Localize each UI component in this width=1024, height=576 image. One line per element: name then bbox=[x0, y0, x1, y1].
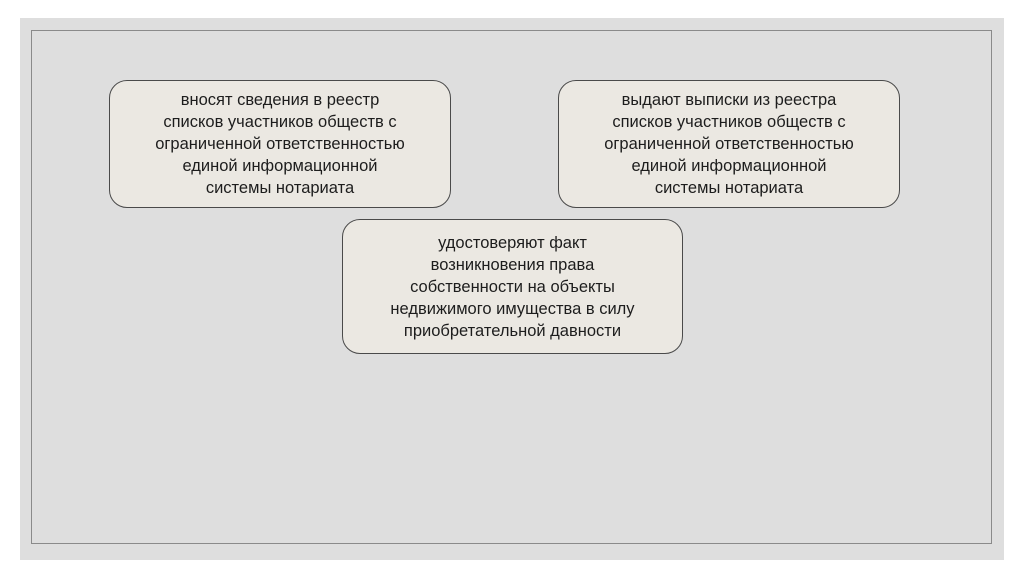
box-line: вносят сведения в реестр bbox=[180, 91, 380, 109]
box-line: недвижимого имущества в силу bbox=[390, 299, 635, 318]
box-text bbox=[390, 232, 634, 342]
box-line: приобретательной давности bbox=[403, 321, 622, 340]
box-line: единой информационной bbox=[631, 157, 827, 175]
box-text bbox=[604, 89, 854, 199]
box-line: ограниченной ответственностью bbox=[604, 135, 854, 153]
box-line: списков участников обществ с bbox=[163, 113, 397, 131]
box-line: ограниченной ответственностью bbox=[155, 135, 405, 153]
box-registry-entries bbox=[109, 80, 451, 208]
box-line: системы нотариата bbox=[654, 179, 804, 197]
box-registry-extracts bbox=[558, 80, 900, 208]
box-line: возникновения права bbox=[430, 255, 595, 274]
box-text bbox=[155, 89, 405, 199]
box-acquisitive-prescription bbox=[342, 219, 683, 354]
box-line: выдают выписки из реестра bbox=[621, 91, 837, 109]
box-line: списков участников обществ с bbox=[612, 113, 846, 131]
box-line: единой информационной bbox=[182, 157, 378, 175]
box-line: собственности на объекты bbox=[410, 277, 615, 296]
box-line: удостоверяют факт bbox=[438, 233, 587, 252]
box-line: системы нотариата bbox=[205, 179, 355, 197]
